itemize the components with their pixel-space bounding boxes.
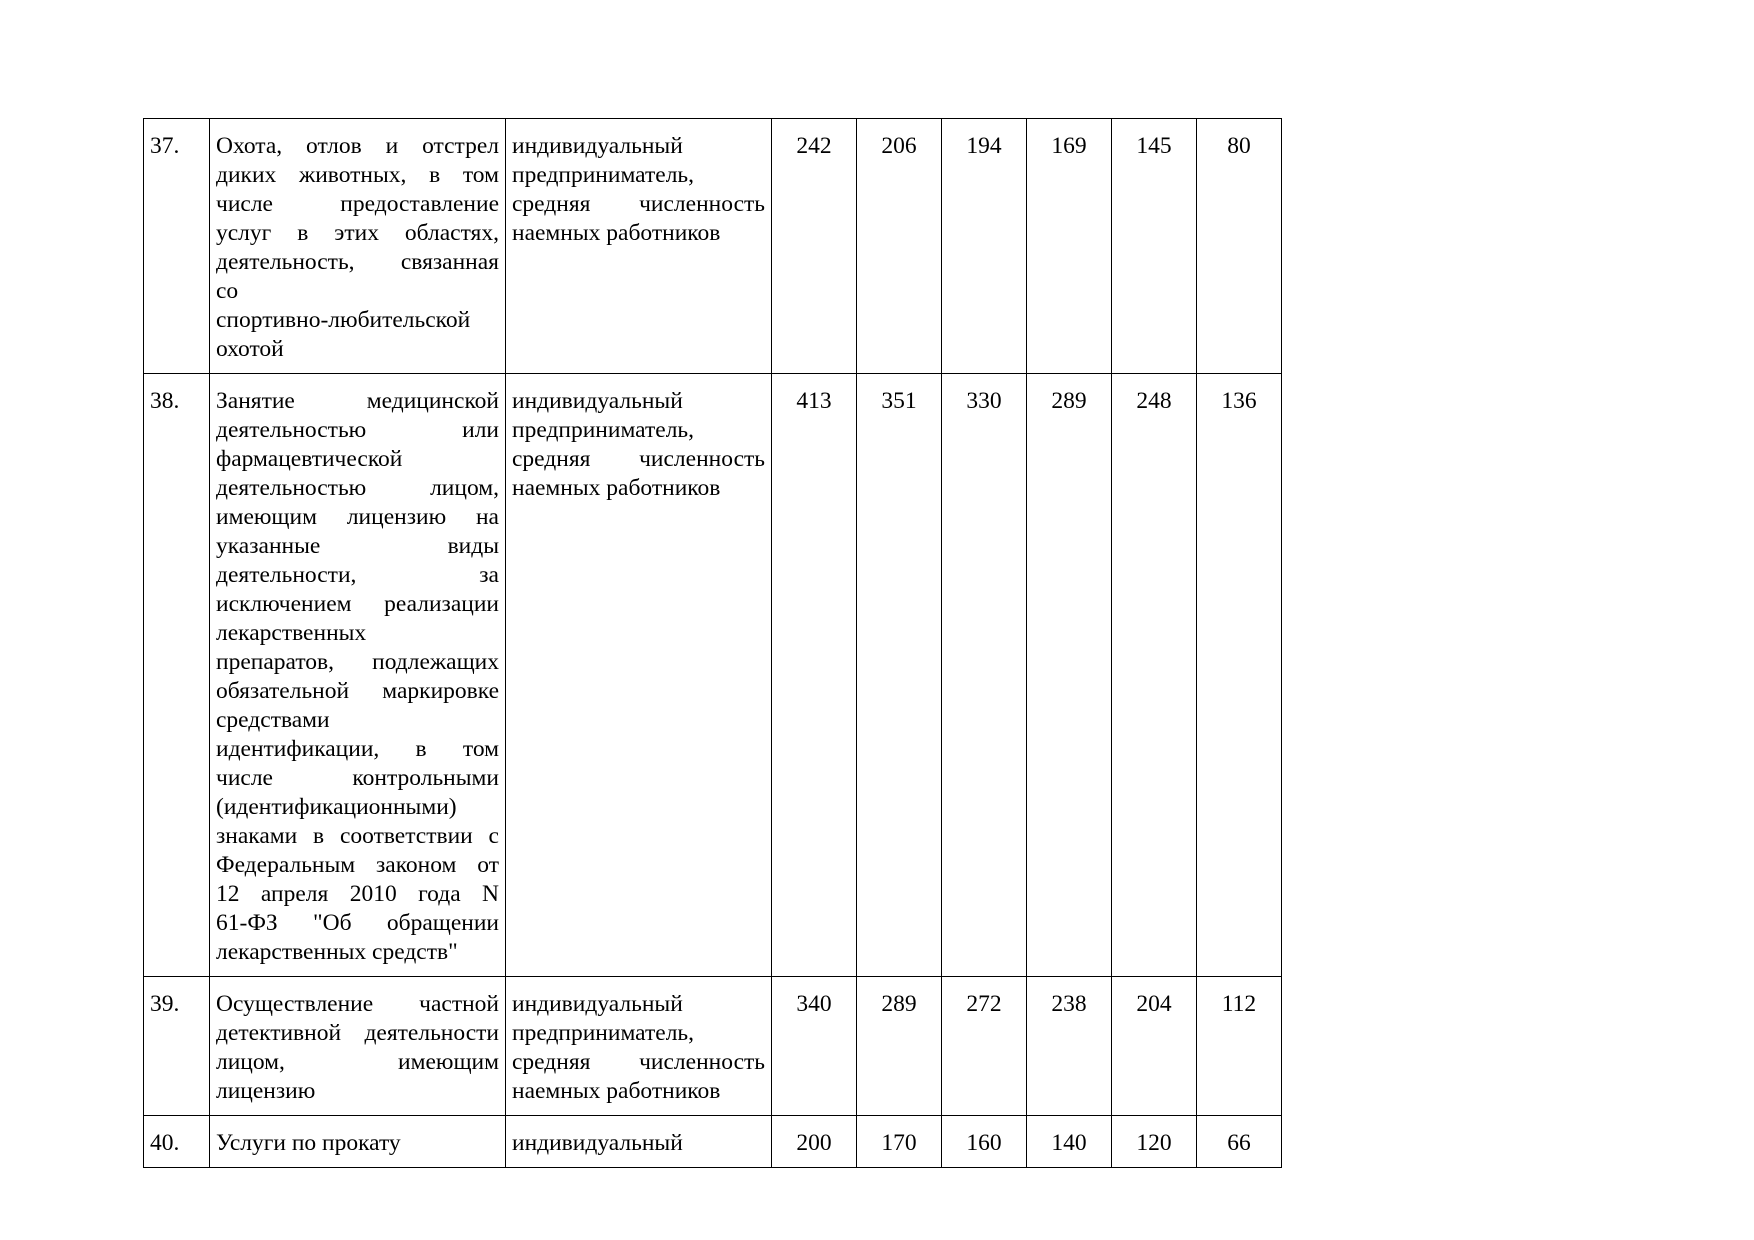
value-cell: 136 — [1197, 374, 1282, 977]
table-row — [144, 977, 1282, 1116]
activity-line: лекарственных средств" — [216, 939, 458, 965]
activity-line: идентификации, в том — [216, 736, 499, 762]
activity-description — [210, 119, 506, 374]
value-cell: 80 — [1197, 119, 1282, 374]
activity-line: средствами — [216, 707, 330, 733]
value-cell: 194 — [942, 119, 1027, 374]
activity-line: обязательной маркировке — [216, 678, 499, 704]
indicator-line: предприниматель, — [512, 1020, 695, 1046]
activity-line: указанные виды — [216, 533, 499, 559]
row-number: 40. — [144, 1116, 210, 1168]
activity-line: препаратов, подлежащих — [216, 649, 499, 675]
indicator-line: предприниматель, — [512, 417, 695, 443]
activity-line: деятельность, связанная — [216, 249, 499, 275]
value-cell: 200 — [772, 1116, 857, 1168]
activity-line: лицом, имеющим — [216, 1049, 499, 1075]
activity-line: деятельности, за — [216, 562, 499, 588]
indicator-line: наемных работников — [512, 1078, 721, 1104]
value-cell: 413 — [772, 374, 857, 977]
table-row — [144, 119, 1282, 374]
activity-line: охотой — [216, 336, 284, 362]
indicator-line: средняя численность — [512, 191, 765, 217]
value-cell: 206 — [857, 119, 942, 374]
activity-line: Услуги по прокату — [216, 1130, 401, 1156]
activity-line: диких животных, в том — [216, 162, 499, 188]
activity-description — [210, 1116, 506, 1168]
value-cell: 169 — [1027, 119, 1112, 374]
value-cell: 170 — [857, 1116, 942, 1168]
activity-line: спортивно-любительской — [216, 307, 471, 333]
table-body — [144, 119, 1282, 1168]
indicator-line: наемных работников — [512, 220, 721, 246]
activity-line: лекарственных — [216, 620, 367, 646]
activity-line: деятельностью или — [216, 417, 499, 443]
indicator-line: индивидуальный — [512, 133, 683, 159]
activity-rates-table — [143, 118, 1282, 1168]
indicator-description — [506, 119, 772, 374]
value-cell: 330 — [942, 374, 1027, 977]
activity-line: фармацевтической — [216, 446, 403, 472]
table-row — [144, 374, 1282, 977]
value-cell: 140 — [1027, 1116, 1112, 1168]
value-cell: 272 — [942, 977, 1027, 1116]
indicator-line: наемных работников — [512, 475, 721, 501]
activity-description — [210, 374, 506, 977]
value-cell: 204 — [1112, 977, 1197, 1116]
row-number: 37. — [144, 119, 210, 374]
value-cell: 289 — [857, 977, 942, 1116]
value-cell: 238 — [1027, 977, 1112, 1116]
indicator-description — [506, 1116, 772, 1168]
value-cell: 289 — [1027, 374, 1112, 977]
indicator-line: индивидуальный — [512, 388, 683, 414]
indicator-line: индивидуальный — [512, 991, 683, 1017]
indicator-line: средняя численность — [512, 446, 765, 472]
activity-line: услуг в этих областях, — [216, 220, 499, 246]
value-cell: 145 — [1112, 119, 1197, 374]
indicator-line: средняя численность — [512, 1049, 765, 1075]
value-cell: 242 — [772, 119, 857, 374]
activity-line: знаками в соответствии с — [216, 823, 499, 849]
activity-line: Занятие медицинской — [216, 388, 499, 414]
indicator-line: предприниматель, — [512, 162, 695, 188]
activity-line: числе контрольными — [216, 765, 499, 791]
activity-line: исключением реализации — [216, 591, 499, 617]
activity-line: со — [216, 278, 239, 304]
activity-description — [210, 977, 506, 1116]
value-cell: 160 — [942, 1116, 1027, 1168]
row-number: 39. — [144, 977, 210, 1116]
indicator-description — [506, 374, 772, 977]
value-cell: 351 — [857, 374, 942, 977]
table-row — [144, 1116, 1282, 1168]
value-cell: 248 — [1112, 374, 1197, 977]
activity-line: Охота, отлов и отстрел — [216, 133, 499, 159]
activity-line: (идентификационными) — [216, 794, 457, 820]
activity-line: Осуществление частной — [216, 991, 499, 1017]
row-number: 38. — [144, 374, 210, 977]
indicator-description — [506, 977, 772, 1116]
activity-line: 12 апреля 2010 года N — [216, 881, 499, 907]
activity-line: 61-ФЗ "Об обращении — [216, 910, 499, 936]
activity-line: Федеральным законом от — [216, 852, 499, 878]
value-cell: 66 — [1197, 1116, 1282, 1168]
value-cell: 340 — [772, 977, 857, 1116]
value-cell: 112 — [1197, 977, 1282, 1116]
activity-line: деятельностью лицом, — [216, 475, 499, 501]
activity-line: числе предоставление — [216, 191, 499, 217]
activity-line: лицензию — [216, 1078, 316, 1104]
activity-line: имеющим лицензию на — [216, 504, 499, 530]
activity-line: детективной деятельности — [216, 1020, 499, 1046]
indicator-line: индивидуальный — [512, 1130, 683, 1156]
value-cell: 120 — [1112, 1116, 1197, 1168]
